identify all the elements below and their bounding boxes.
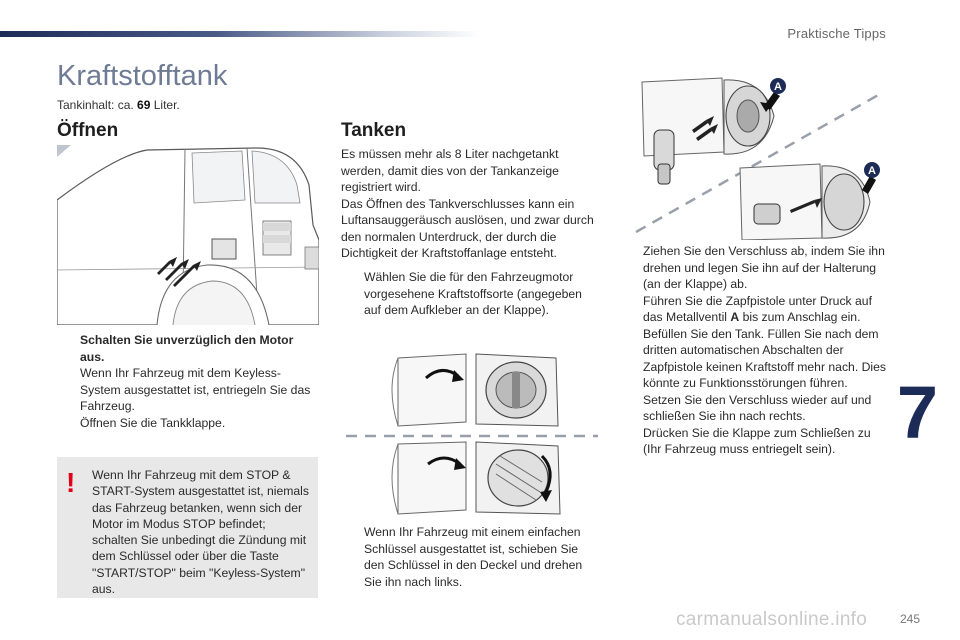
page-number: 245: [899, 612, 920, 626]
step-text: Ziehen Sie den Verschluss ab, indem Sie ihn drehen und legen Sie ihn auf der Halterung (an der Klappe) ab.: [643, 244, 885, 291]
fuel-intro: [341, 146, 597, 262]
list-item: [341, 269, 597, 319]
chapter-number: 7: [896, 371, 938, 454]
list-item: [341, 524, 597, 590]
valve-ref: A: [730, 310, 740, 324]
exclamation-icon: !: [66, 467, 76, 498]
capacity-value: 69: [137, 98, 151, 112]
warning-text: Wenn Ihr Fahrzeug mit dem STOP & START-System ausgestattet ist, niemals das Fahrzeug betanken, wenn sich der Motor im Modus STOP befindet; schalten Sie unbedingt die Zündung mit dem Schlüssel oder über die Taste "START/STOP" beim "Keyless-System" aus.: [92, 468, 309, 597]
valve-label-a: A: [868, 165, 876, 177]
van-side-illustration: [57, 145, 319, 325]
capacity-suffix: Liter.: [150, 98, 180, 112]
list-item: [57, 365, 319, 415]
header-bar: [0, 31, 480, 37]
step-text: bis zum Anschlag ein.: [739, 310, 861, 324]
fuel-step-select: [341, 269, 597, 319]
list-item: [57, 415, 319, 432]
watermark: carmanualsonline.info: [676, 609, 868, 630]
fuel-valve-illustration: [614, 72, 888, 240]
heading-open: Öffnen: [57, 120, 119, 141]
list-item: [620, 425, 888, 458]
fuel-step-key: [341, 524, 597, 590]
step-text: Öffnen Sie die Tankklappe.: [80, 415, 226, 430]
step-text: Drücken Sie die Klappe zum Schließen zu (Ihr Fahrzeug muss entriegelt sein).: [643, 425, 871, 456]
step-text: Wählen Sie die für den Fahrzeugmotor vorgesehene Kraftstoffsorte (angegeben auf dem Aufkleber an der Klappe).: [364, 270, 582, 317]
step-text: Führen Sie die Zapfpistole unter Druck auf das Metallventil: [643, 293, 872, 324]
step-text: Befüllen Sie den Tank. Füllen Sie nach dem dritten automatischen Abschalten der Zapfpistole keinen Kraftstoff mehr nach. Dies könnte zu Funktionsstörungen führen.: [643, 326, 886, 390]
intro-paragraph: Das Öffnen des Tankverschlusses kann ein Luftansauggeräusch auslösen, und zwar durch den normalen Unterdruck, der durch die Dichtigkeit der Kraftstoffanlage entsteht.: [341, 196, 594, 260]
list-item: [620, 326, 888, 392]
warning-box: [57, 457, 318, 598]
page-title: Kraftstofftank: [57, 60, 228, 92]
fuel-steps-right: [620, 243, 888, 458]
capacity-prefix: Tankinhalt: ca.: [57, 98, 138, 112]
list-item: [620, 293, 888, 326]
section-label: Praktische Tipps: [787, 26, 886, 41]
intro-paragraph: Es müssen mehr als 8 Liter nachgetankt werden, damit dies von der Tankanzeige registriert wird.: [341, 147, 559, 194]
step-text: Schalten Sie unverzüglich den Motor aus.: [80, 333, 294, 364]
step-text: Setzen Sie den Verschluss wieder auf und schließen Sie ihn nach rechts.: [643, 392, 872, 423]
open-steps: [57, 332, 319, 431]
valve-label-a: A: [774, 81, 782, 93]
fuel-cap-key-illustration: [346, 352, 598, 522]
list-item: [57, 332, 319, 365]
step-text: Wenn Ihr Fahrzeug mit einem einfachen Schlüssel ausgestattet ist, schieben Sie den Schlüssel in den Deckel und drehen Sie ihn nach links.: [364, 525, 583, 589]
heading-fuel: Tanken: [341, 120, 407, 141]
tank-capacity: [57, 98, 180, 112]
list-item: [620, 392, 888, 425]
step-text: Wenn Ihr Fahrzeug mit dem Keyless-System ausgestattet ist, entriegeln Sie das Fahrzeug.: [80, 366, 311, 413]
list-item: [620, 243, 888, 293]
